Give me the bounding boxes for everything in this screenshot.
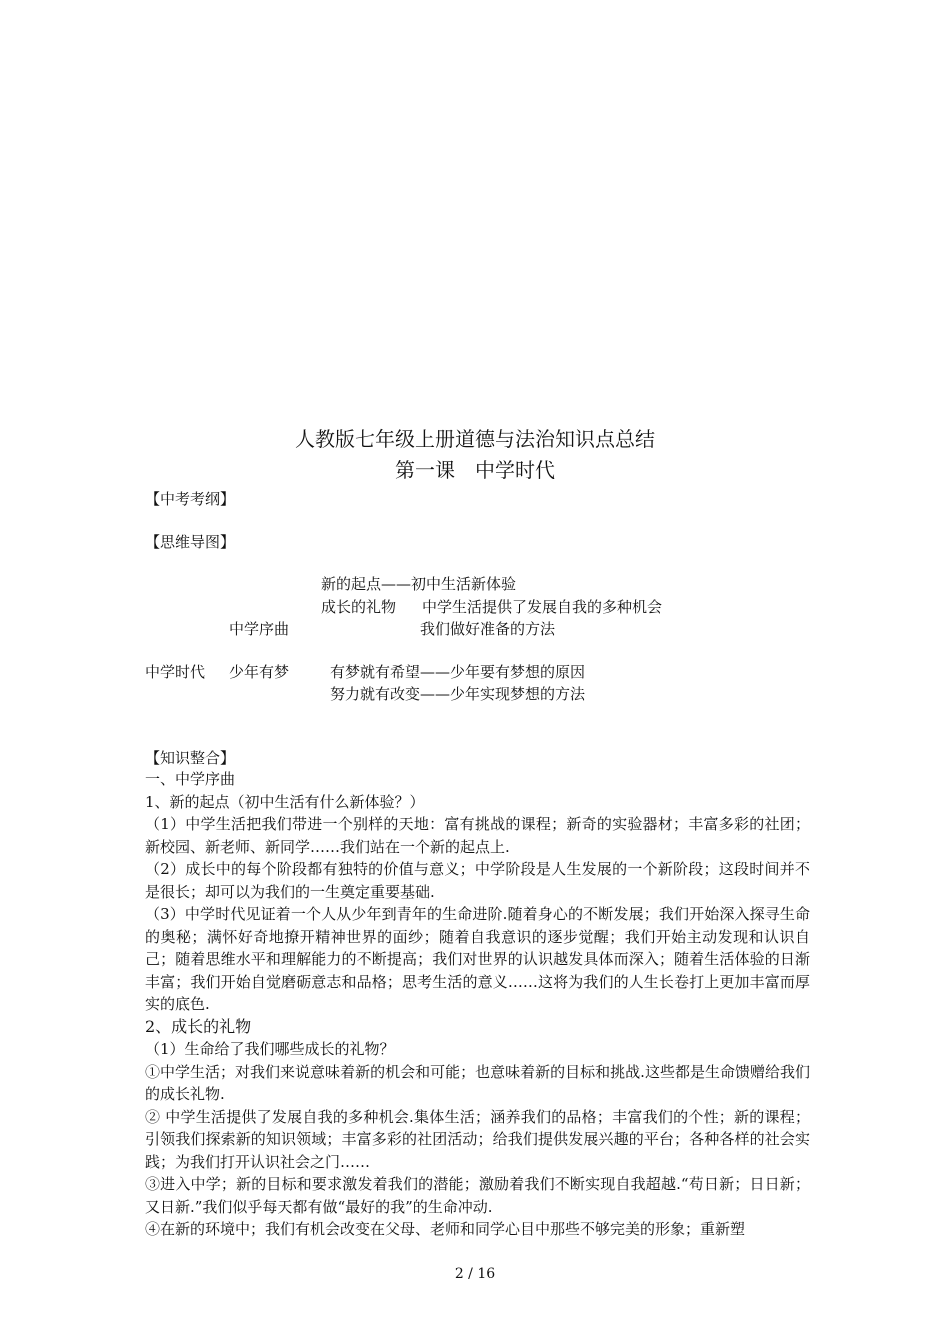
paragraph: ③进入中学；新的目标和要求激发着我们的潜能；激励着我们不断实现自我超越.“苟日新；日日新；又日新.”我们似乎每天都有做“最好的我”的生命冲动.: [145, 1175, 810, 1216]
mind-map-line-4: 有梦就有希望——少年要有梦想的原因: [330, 663, 586, 681]
exam-outline-heading: 【中考考纲】: [145, 490, 236, 508]
knowledge-heading: 【知识整合】: [145, 749, 236, 767]
mind-map-line-3: 我们做好准备的方法: [420, 620, 556, 638]
paragraph: ② 中学生活提供了发展自我的多种机会.集体生活；涵养我们的品格；丰富我们的个性；新的课程；引领我们探索新的知识领域；丰富多彩的社团活动；给我们提供发展兴趣的平台；各种各样的社会实践；为我们打开认识社会之门……: [145, 1107, 810, 1171]
paragraph: （2）成长中的每个阶段都有独特的价值与意义；中学阶段是人生发展的一个新阶段；这段时间并不是很长；却可以为我们的一生奠定重要基础.: [145, 860, 810, 901]
mind-map-root: 中学时代: [145, 663, 206, 681]
knowledge-body: [145, 768, 810, 1241]
lesson-title: 第一课 中学时代: [395, 458, 555, 482]
section-heading: 一、中学序曲: [145, 770, 236, 788]
mind-map-line-1: 新的起点——初中生活新体验: [321, 575, 517, 593]
mind-map-heading: 【思维导图】: [145, 533, 236, 551]
question: （1）生命给了我们哪些成长的礼物？: [145, 1040, 395, 1058]
paragraph: （3）中学时代见证着一个人从少年到青年的生命进阶.随着身心的不断发展；我们开始深入探寻生命的奥秘；满怀好奇地撩开精神世界的面纱；随着自我意识的逐步觉醒；我们开始主动发现和认识自己；随着思维水平和理解能力的不断提高；我们对世界的认识越发具体而深入；随着生活体验的日渐丰富；我们开始自觉磨砺意志和品格；思考生活的意义……这将为我们的人生长卷打上更加丰富而厚实的底色.: [145, 905, 810, 1013]
document-title: 人教版七年级上册道德与法治知识点总结: [295, 427, 655, 451]
paragraph: （1）中学生活把我们带进一个别样的天地：富有挑战的课程；新奇的实验器材；丰富多彩的社团；新校园、新老师、新同学……我们站在一个新的起点上.: [145, 815, 810, 856]
paragraph: ①中学生活；对我们来说意味着新的机会和可能；也意味着新的目标和挑战.这些都是生命馈赠给我们的成长礼物.: [145, 1062, 810, 1103]
page-number: 2 / 16: [454, 1266, 496, 1282]
mind-map-branch-1: 中学序曲: [229, 620, 290, 638]
mind-map-branch-2: 少年有梦: [229, 663, 290, 681]
mind-map-line-2b: 中学生活提供了发展自我的多种机会: [422, 598, 663, 616]
item-heading: 1、新的起点（初中生活有什么新体验？）: [145, 792, 425, 811]
mind-map-line-5: 努力就有改变——少年实现梦想的方法: [330, 685, 586, 703]
paragraph: ④在新的环境中；我们有机会改变在父母、老师和同学心目中那些不够完美的形象；重新塑: [145, 1220, 746, 1238]
item-heading: 2、成长的礼物: [145, 1016, 252, 1036]
mind-map-line-2a: 成长的礼物: [321, 598, 397, 616]
